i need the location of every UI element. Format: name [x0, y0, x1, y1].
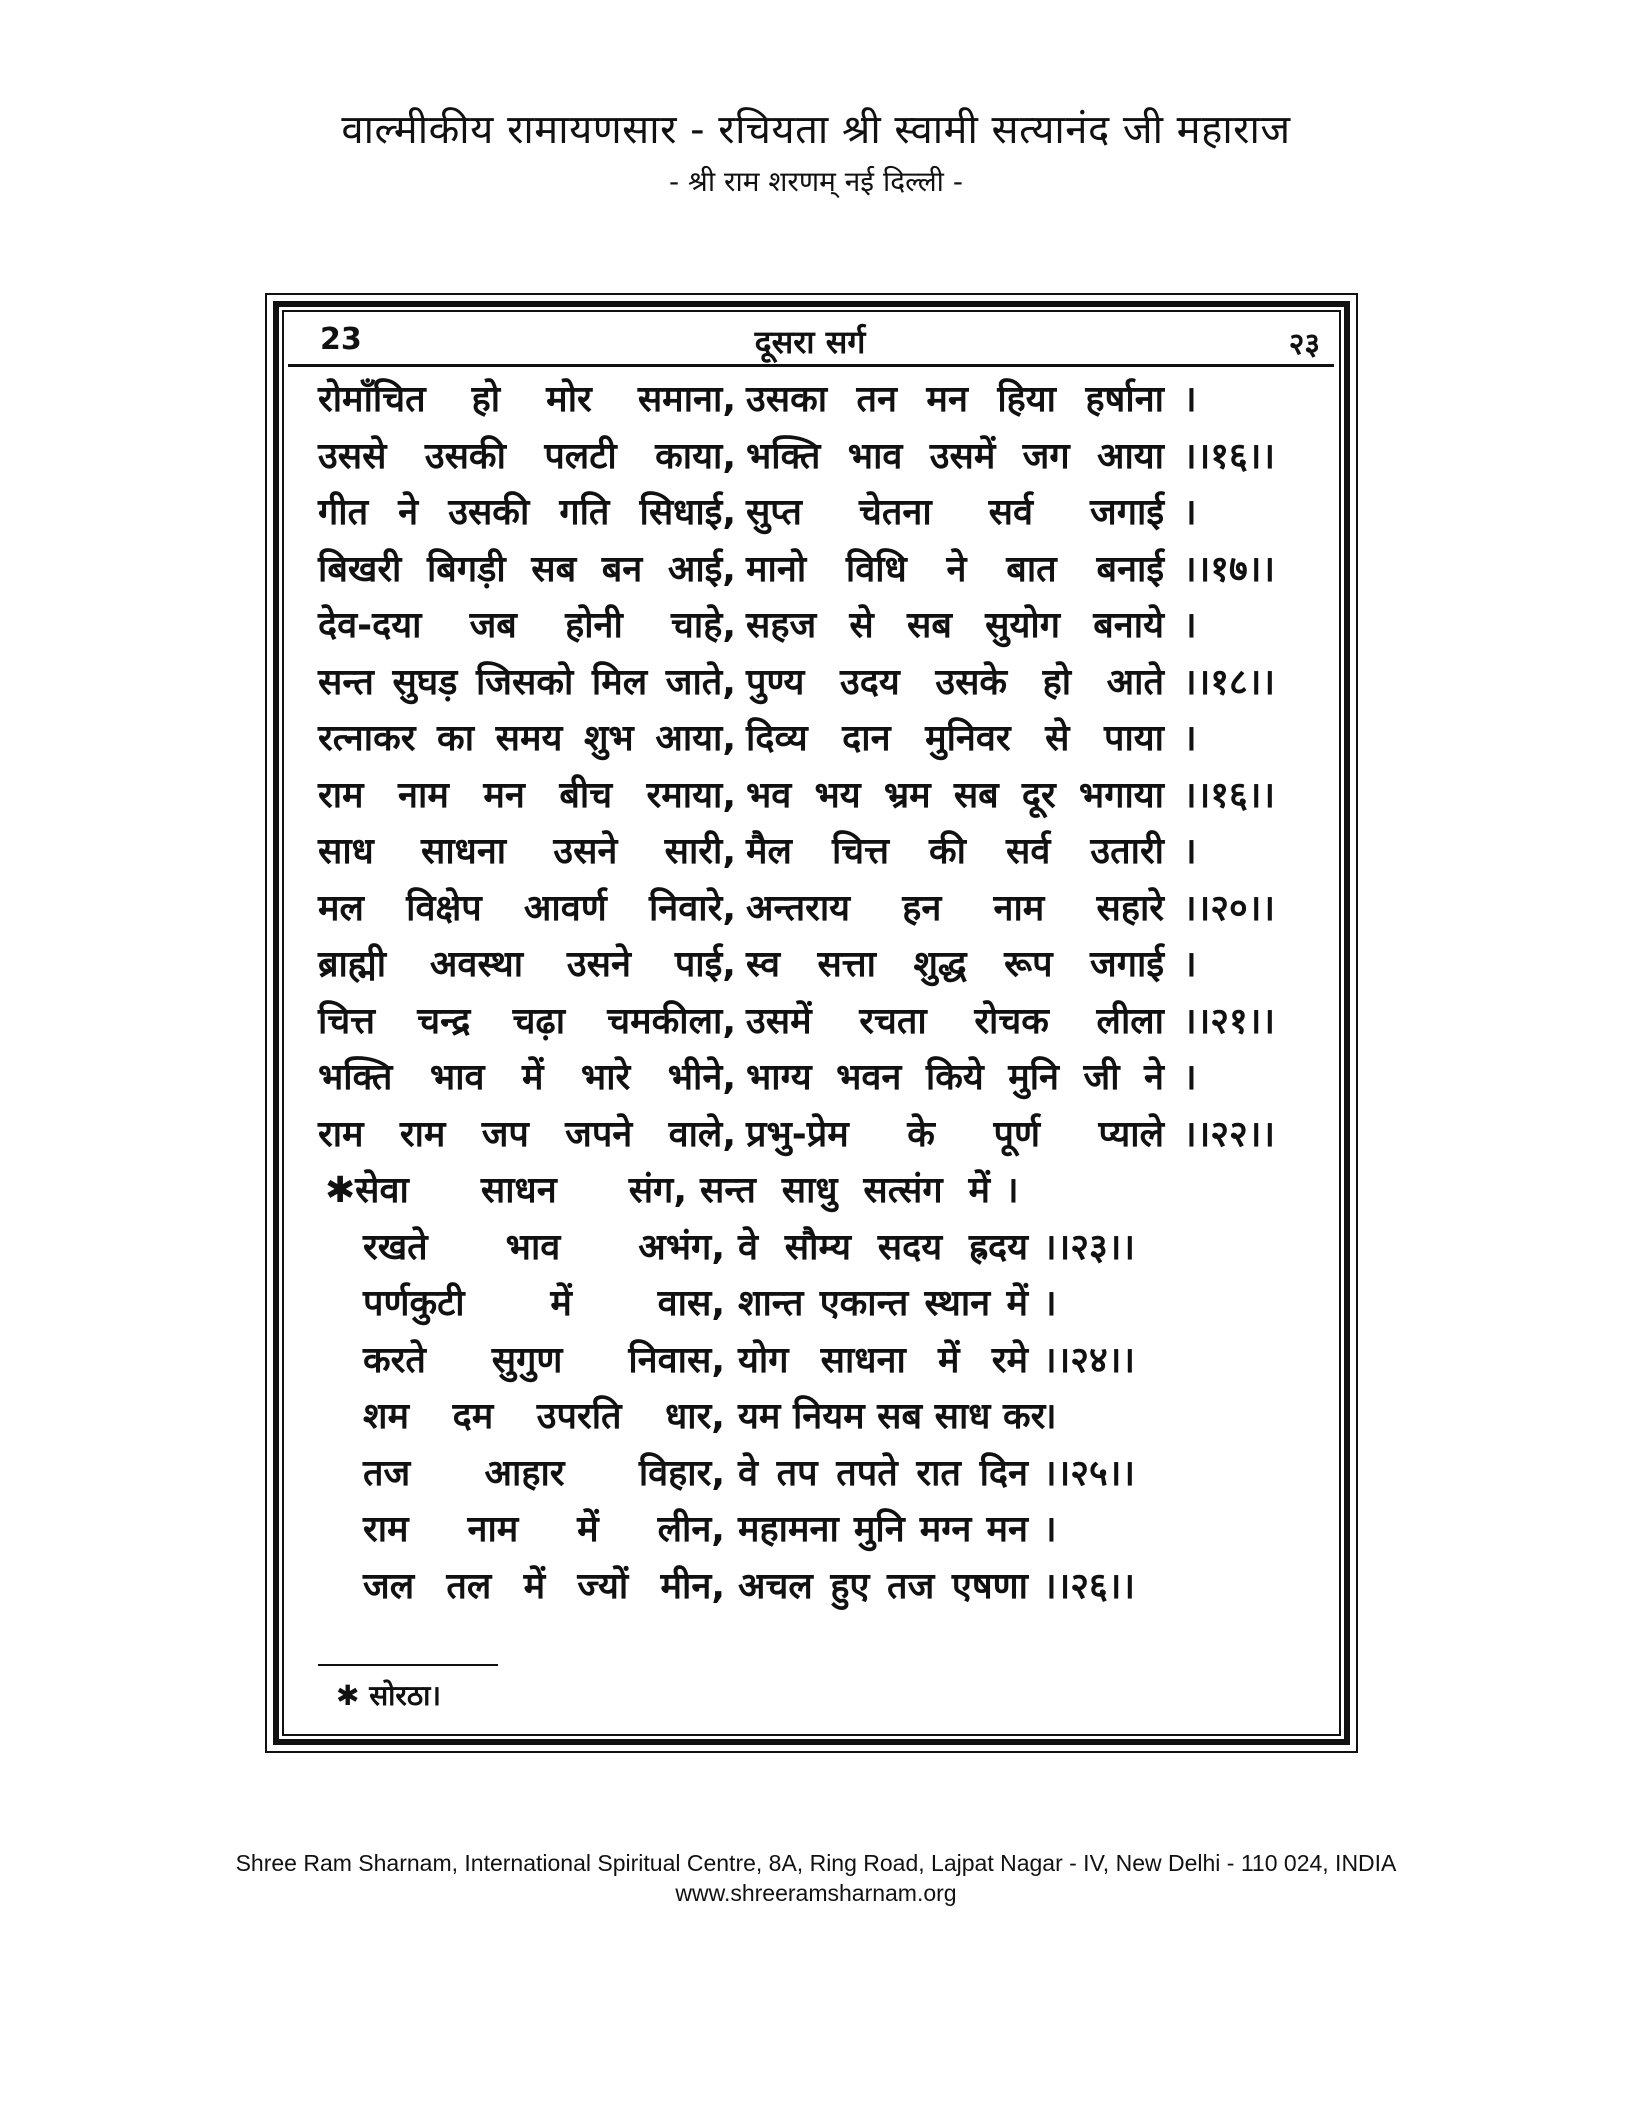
document-subtitle: - श्री राम शरणम् नई दिल्ली -	[669, 165, 963, 198]
verse-first-half: पर्णकुटी में वास,	[363, 1283, 725, 1324]
verse-first-half: राम नाम में लीन,	[363, 1509, 725, 1550]
verse-number: ।	[1183, 379, 1197, 420]
chapter-title: दूसरा सर्ग	[754, 323, 866, 361]
verse-first-half: मल विक्षेप आवर्ण निवारे,	[318, 887, 736, 929]
verse-number: ।	[1043, 1396, 1057, 1437]
document-title: वाल्मीकीय रामायणसार - रचियता श्री स्वामी सत्यानंद जी महाराज	[341, 107, 1291, 153]
verse-second-half: पुण्य उदय उसके हो आते	[746, 661, 1164, 703]
verse-number: ।।२४।।	[1043, 1339, 1136, 1381]
header-rule	[288, 364, 1334, 367]
verse-first-half: रत्नाकर का समय शुभ आया,	[318, 718, 736, 759]
verse-first-half: भक्ति भाव में भारे भीने,	[318, 1057, 736, 1098]
verse-second-half: सन्त साधु सत्संग में	[700, 1170, 990, 1211]
verse-first-half: साध साधना उसने सारी,	[318, 831, 736, 872]
verse-first-half: करते सुगुण निवास,	[363, 1339, 725, 1381]
footnote: ✱ सोरठा।	[336, 1679, 441, 1712]
verse-first-half: ✱सेवा साधन संग,	[325, 1170, 687, 1211]
verse-second-half: दिव्य दान मुनिवर से पाया	[746, 718, 1164, 759]
verse-second-half: मैल चित्त की सर्व उतारी	[746, 831, 1164, 872]
verse-first-half: उससे उसकी पलटी काया,	[318, 435, 736, 477]
page-number: 23	[320, 322, 362, 357]
page-number-hindi: २३	[1288, 327, 1320, 362]
verse-second-half: वे तप तपते रात दिन	[738, 1452, 1028, 1494]
verse-first-half: गीत ने उसकी गति सिधाई,	[318, 492, 736, 533]
verse-number: ।	[1183, 718, 1197, 759]
verse-first-half: सन्त सुघड़ जिसको मिल जाते,	[318, 661, 736, 703]
verse-number: ।।२५।।	[1043, 1452, 1136, 1494]
verse-second-half: मानो विधि ने बात बनाई	[746, 548, 1164, 590]
verse-number: ।।१६।।	[1183, 435, 1276, 477]
verse-first-half: जल तल में ज्यों मीन,	[363, 1565, 725, 1607]
verse-number: ।।१६।।	[1183, 774, 1276, 816]
verse-second-half: शान्त एकान्त स्थान में	[738, 1283, 1028, 1324]
verse-second-half: भाग्य भवन किये मुनि जी ने	[746, 1057, 1164, 1098]
verse-number: ।।२६।।	[1043, 1565, 1136, 1607]
verse-number: ।।२२।।	[1183, 1113, 1276, 1155]
verse-second-half: योग साधना में रमे	[738, 1339, 1028, 1381]
verse-second-half: उसका तन मन हिया हर्षाना	[746, 379, 1164, 420]
verse-number: ।	[1183, 944, 1197, 985]
verse-second-half: अचल हुए तज एषणा	[738, 1565, 1028, 1607]
footer-address: Shree Ram Sharnam, International Spiritual Centre, 8A, Ring Road, Lajpat Nagar - IV, New Delhi - 110 024, INDIA	[235, 1850, 1397, 1876]
verse-first-half: देव-दया जब होनी चाहे,	[318, 605, 736, 646]
verse-second-half: सहज से सब सुयोग बनाये	[746, 605, 1164, 646]
verse-first-half: रोमाँचित हो मोर समाना,	[318, 379, 736, 420]
verse-number: ।	[1043, 1283, 1057, 1324]
verse-second-half: स्व सत्ता शुद्ध रूप जगाई	[746, 944, 1164, 985]
verse-second-half: यम नियम सब साध कर	[738, 1396, 1046, 1437]
verse-first-half: बिखरी बिगड़ी सब बन आई,	[318, 548, 736, 590]
verse-number: ।।१८।।	[1183, 661, 1276, 703]
verse-second-half: सुप्त चेतना सर्व जगाई	[746, 492, 1164, 533]
verse-second-half: वे सौम्य सदय ह्रदय	[738, 1226, 1028, 1268]
verse-number: ।	[1183, 1057, 1197, 1098]
verse-number: ।	[1043, 1509, 1057, 1550]
verse-first-half: रखते भाव अभंग,	[363, 1226, 725, 1268]
verse-number: ।	[1183, 492, 1197, 533]
verse-number: ।	[1183, 605, 1197, 646]
verse-number: ।।२०।।	[1183, 887, 1276, 929]
verse-second-half: महामना मुनि मग्न मन	[738, 1509, 1028, 1550]
verse-number: ।।२३।।	[1043, 1226, 1136, 1268]
verse-second-half: भक्ति भाव उसमें जग आया	[746, 435, 1164, 477]
verse-first-half: चित्त चन्द्र चढ़ा चमकीला,	[318, 1000, 736, 1042]
footer-website[interactable]: www.shreeramsharnam.org	[675, 1880, 957, 1906]
verse-second-half: उसमें रचता रोचक लीला	[746, 1000, 1164, 1042]
verse-number: ।।१७।।	[1183, 548, 1276, 590]
footnote-rule	[318, 1664, 498, 1666]
verse-first-half: ब्राह्मी अवस्था उसने पाई,	[318, 944, 736, 985]
page-header-row	[290, 318, 1330, 362]
verse-first-half: शम दम उपरति धार,	[363, 1396, 725, 1437]
verse-number: ।	[1005, 1170, 1019, 1211]
verse-first-half: राम राम जप जपने वाले,	[318, 1113, 736, 1155]
verse-number: ।।२१।।	[1183, 1000, 1276, 1042]
verse-number: ।	[1183, 831, 1197, 872]
verse-first-half: तज आहार विहार,	[363, 1452, 725, 1494]
verse-second-half: भव भय भ्रम सब दूर भगाया	[746, 774, 1164, 816]
verse-first-half: राम नाम मन बीच रमाया,	[318, 774, 736, 816]
verse-second-half: अन्तराय हन नाम सहारे	[746, 887, 1164, 929]
verse-second-half: प्रभु-प्रेम के पूर्ण प्याले	[746, 1113, 1164, 1155]
